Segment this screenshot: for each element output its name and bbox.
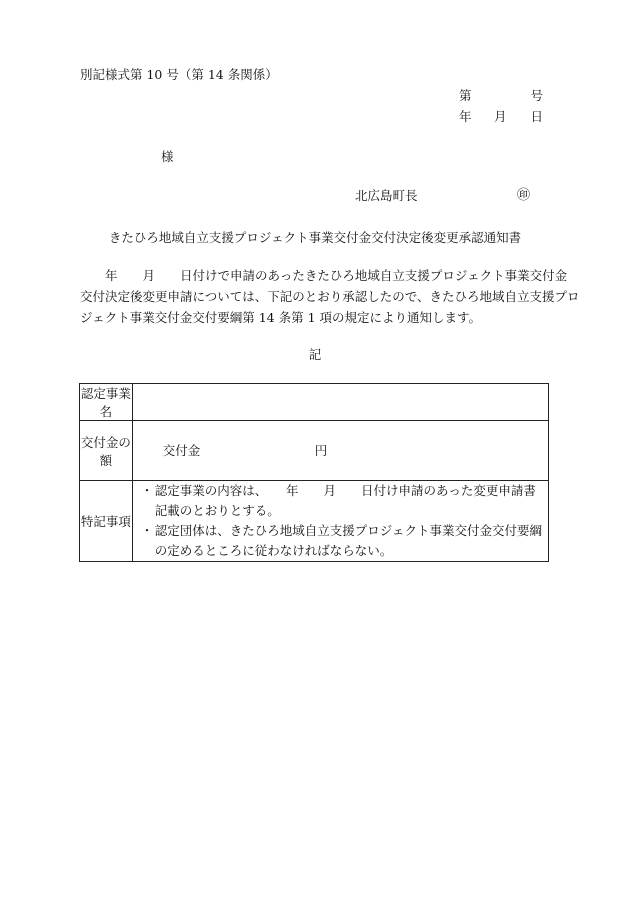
document-title: きたひろ地域自立支援プロジェクト事業交付金交付決定後変更承認通知書 bbox=[108, 230, 522, 245]
form-number: 別記様式第 10 号（第 14 条関係） bbox=[80, 67, 278, 82]
note-line: 認定団体は、きたひろ地域自立支援プロジェクト事業交付金交付要綱 bbox=[154, 523, 542, 538]
body-paragraph bbox=[80, 265, 580, 328]
ki-heading: 記 bbox=[308, 347, 322, 362]
table-row bbox=[80, 421, 549, 481]
bullet: ・ bbox=[140, 483, 154, 498]
project-name-label: 認定事業名 bbox=[80, 384, 133, 421]
special-notes bbox=[132, 481, 548, 562]
bullet: ・ bbox=[140, 523, 154, 538]
date-year: 年 bbox=[459, 109, 472, 124]
amount-value bbox=[132, 421, 548, 481]
sender-name: 北広島町長 bbox=[355, 188, 418, 203]
document-number-prefix: 第 bbox=[459, 88, 472, 103]
date-day: 日 bbox=[530, 109, 543, 124]
amount-unit: 円 bbox=[314, 442, 328, 458]
addressee: 様 bbox=[161, 149, 174, 164]
document-number-suffix: 号 bbox=[530, 88, 543, 103]
body-line: ジェクト事業交付金交付要綱第 14 条第 1 項の規定により通知します。 bbox=[80, 310, 482, 325]
note-line: の定めるところに従わなければならない。 bbox=[154, 543, 393, 558]
date-month: 月 bbox=[494, 109, 507, 124]
seal-mark: ㊞ bbox=[517, 188, 531, 203]
note-line: 記載のとおりとする。 bbox=[154, 503, 280, 518]
special-notes-label: 特記事項 bbox=[80, 481, 133, 562]
project-name-value bbox=[132, 384, 548, 421]
body-line: 年 月 日付けで申請のあったきたひろ地域自立支援プロジェクト事業交付金 bbox=[80, 268, 568, 283]
amount-label: 交付金の額 bbox=[80, 421, 133, 481]
detail-table bbox=[79, 383, 549, 562]
note-item bbox=[135, 481, 542, 521]
amount-field-label: 交付金 bbox=[162, 442, 201, 458]
table-row bbox=[80, 481, 549, 562]
body-line: 交付決定後変更申請については、下記のとおり承認したので、きたひろ地域自立支援プロ bbox=[80, 289, 580, 304]
note-line: 認定事業の内容は、 年 月 日付け申請のあった変更申請書 bbox=[154, 483, 536, 498]
note-item bbox=[135, 521, 542, 561]
table-row bbox=[80, 384, 549, 421]
